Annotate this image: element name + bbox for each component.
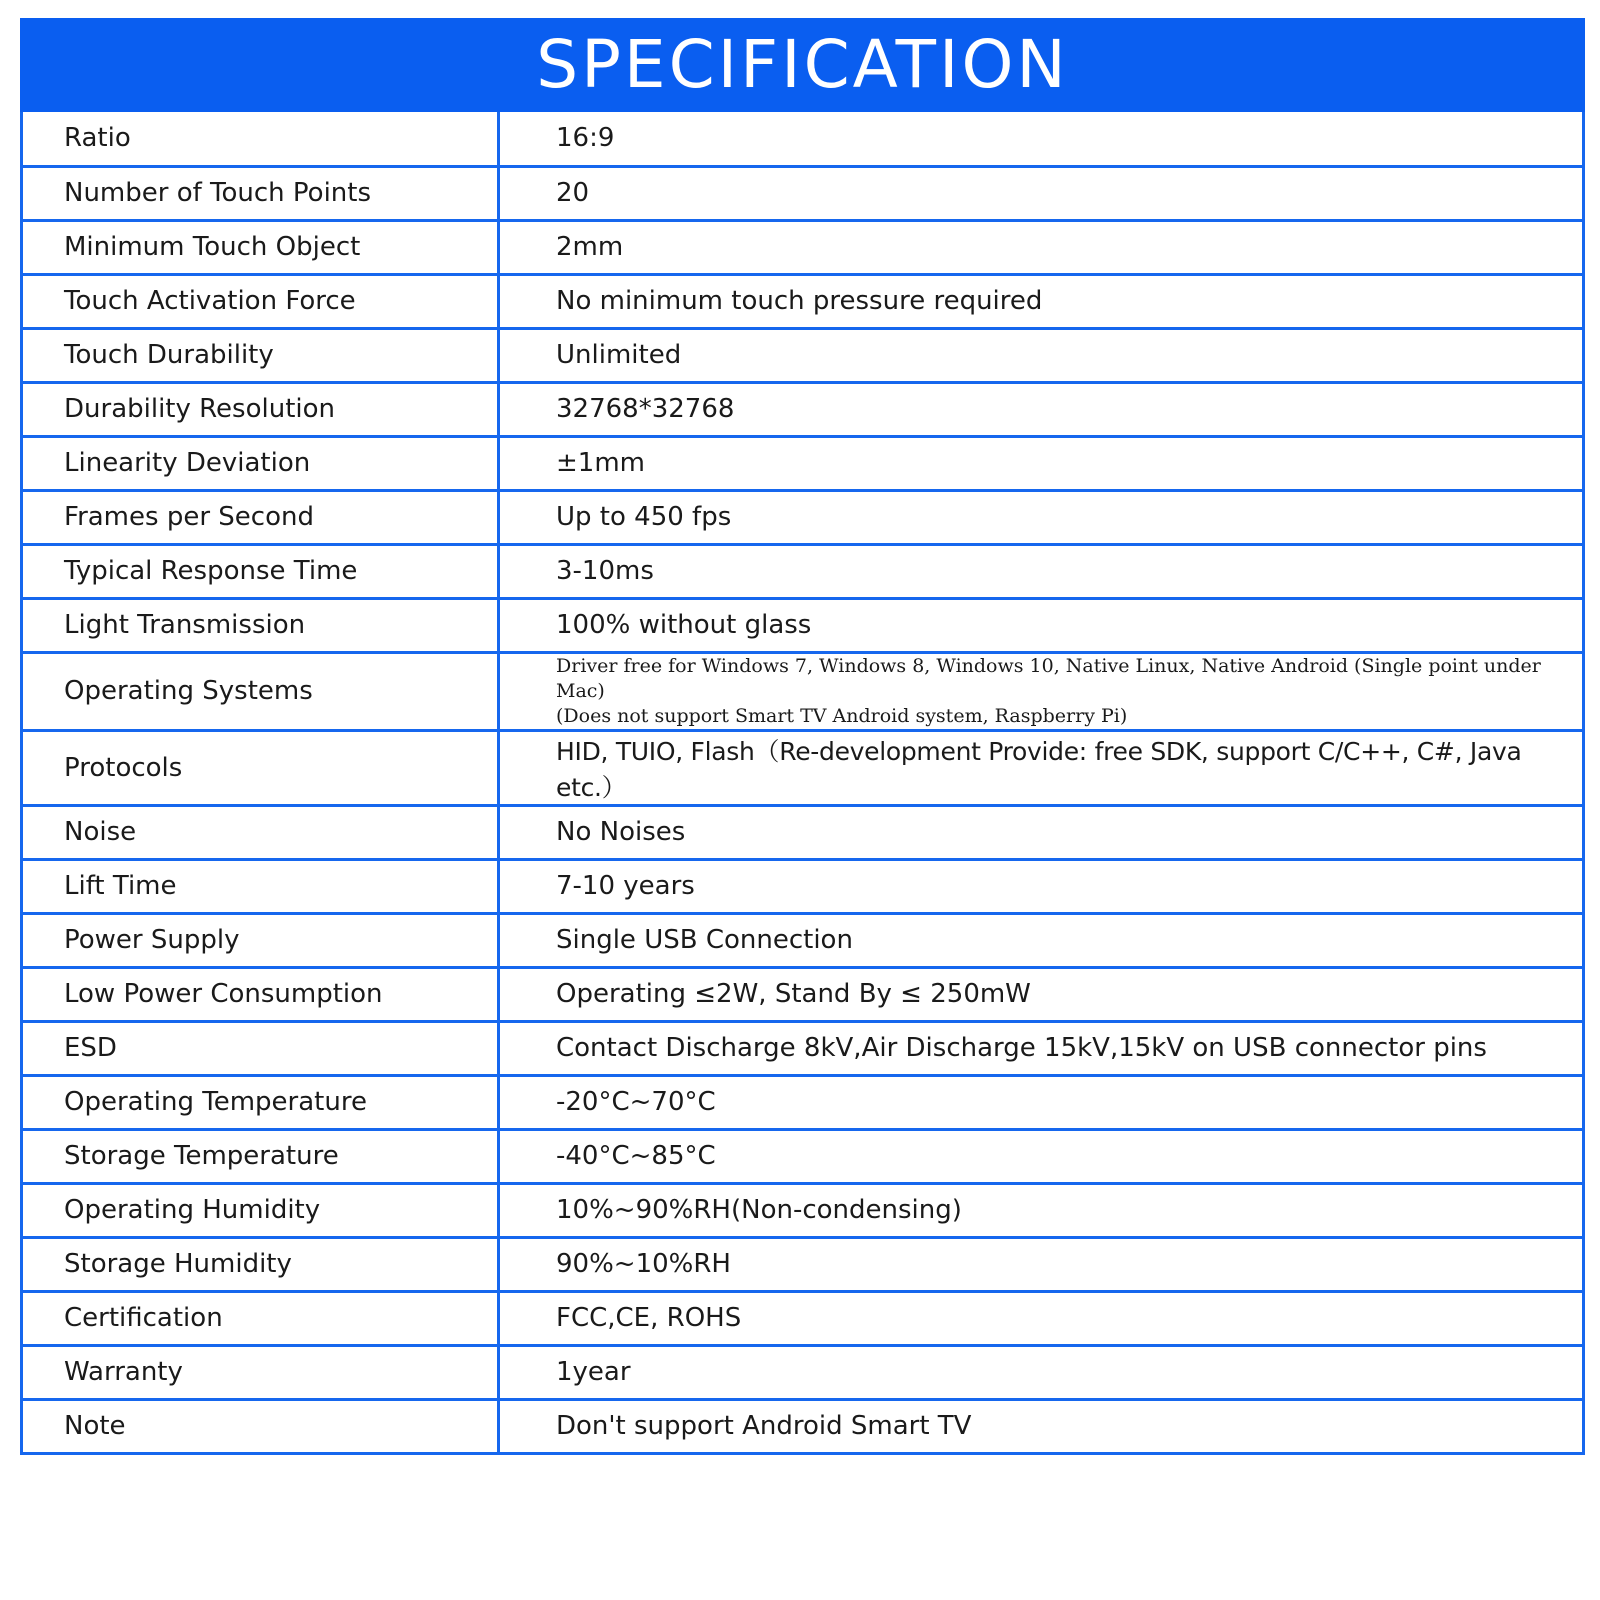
table-row bbox=[22, 544, 1584, 598]
spec-value: 2mm bbox=[499, 220, 1584, 274]
spec-label: Warranty bbox=[22, 1345, 499, 1399]
table-row bbox=[22, 1345, 1584, 1399]
spec-value: -40°C~85°C bbox=[499, 1129, 1584, 1183]
table-row bbox=[22, 220, 1584, 274]
spec-label: Touch Activation Force bbox=[22, 274, 499, 328]
spec-label: Storage Temperature bbox=[22, 1129, 499, 1183]
table-row bbox=[22, 274, 1584, 328]
spec-label: Certification bbox=[22, 1291, 499, 1345]
spec-value: 7-10 years bbox=[499, 859, 1584, 913]
spec-label: Operating Humidity bbox=[22, 1183, 499, 1237]
spec-value: 20 bbox=[499, 166, 1584, 220]
spec-value: Contact Discharge 8kV,Air Discharge 15kV,15kV on USB connector pins bbox=[499, 1021, 1584, 1075]
spec-value: Up to 450 fps bbox=[499, 490, 1584, 544]
spec-label: Lift Time bbox=[22, 859, 499, 913]
spec-value: Don't support Android Smart TV bbox=[499, 1399, 1584, 1453]
spec-label: ESD bbox=[22, 1021, 499, 1075]
spec-value: Single USB Connection bbox=[499, 913, 1584, 967]
spec-value: No minimum touch pressure required bbox=[499, 274, 1584, 328]
spec-label: Power Supply bbox=[22, 913, 499, 967]
spec-label: Note bbox=[22, 1399, 499, 1453]
header-banner bbox=[20, 18, 1585, 112]
table-row bbox=[22, 1183, 1584, 1237]
spec-value: 3-10ms bbox=[499, 544, 1584, 598]
table-row bbox=[22, 382, 1584, 436]
table-row bbox=[22, 1129, 1584, 1183]
spec-label: Low Power Consumption bbox=[22, 967, 499, 1021]
spec-value: 16:9 bbox=[499, 112, 1584, 166]
table-row bbox=[22, 490, 1584, 544]
spec-label: Linearity Deviation bbox=[22, 436, 499, 490]
spec-label: Frames per Second bbox=[22, 490, 499, 544]
table-row bbox=[22, 1399, 1584, 1453]
table-row bbox=[22, 1291, 1584, 1345]
table-row bbox=[22, 730, 1584, 805]
table-row bbox=[22, 166, 1584, 220]
spec-label: Operating Systems bbox=[22, 652, 499, 730]
page-title: SPECIFICATION bbox=[536, 26, 1069, 103]
spec-value: No Noises bbox=[499, 805, 1584, 859]
spec-label: Light Transmission bbox=[22, 598, 499, 652]
spec-value: 10%~90%RH(Non-condensing) bbox=[499, 1183, 1584, 1237]
spec-table bbox=[20, 112, 1585, 1455]
spec-value: 1year bbox=[499, 1345, 1584, 1399]
table-row bbox=[22, 913, 1584, 967]
table-row bbox=[22, 1237, 1584, 1291]
spec-label: Durability Resolution bbox=[22, 382, 499, 436]
spec-value-line-1: Driver free for Windows 7, Windows 8, Windows 10, Native Linux, Native Android (Single point under Mac) bbox=[556, 654, 1541, 702]
spec-value: ±1mm bbox=[499, 436, 1584, 490]
spec-value: FCC,CE, ROHS bbox=[499, 1291, 1584, 1345]
table-row bbox=[22, 805, 1584, 859]
spec-value: 100% without glass bbox=[499, 598, 1584, 652]
spec-value-line-2: (Does not support Smart TV Android system, Raspberry Pi) bbox=[556, 704, 1128, 727]
spec-label: Touch Durability bbox=[22, 328, 499, 382]
spec-label: Number of Touch Points bbox=[22, 166, 499, 220]
spec-sheet bbox=[20, 18, 1585, 1585]
table-row bbox=[22, 598, 1584, 652]
table-row bbox=[22, 967, 1584, 1021]
spec-label: Operating Temperature bbox=[22, 1075, 499, 1129]
table-row bbox=[22, 328, 1584, 382]
spec-value: 32768*32768 bbox=[499, 382, 1584, 436]
spec-value: Unlimited bbox=[499, 328, 1584, 382]
table-row bbox=[22, 1021, 1584, 1075]
spec-label: Protocols bbox=[22, 730, 499, 805]
table-row bbox=[22, 859, 1584, 913]
spec-value: -20°C~70°C bbox=[499, 1075, 1584, 1129]
table-row bbox=[22, 652, 1584, 730]
spec-label: Typical Response Time bbox=[22, 544, 499, 598]
spec-value: Operating ≤2W, Stand By ≤ 250mW bbox=[499, 967, 1584, 1021]
table-row bbox=[22, 112, 1584, 166]
spec-value-multiline bbox=[499, 652, 1584, 730]
spec-label: Noise bbox=[22, 805, 499, 859]
spec-label: Ratio bbox=[22, 112, 499, 166]
spec-value: 90%~10%RH bbox=[499, 1237, 1584, 1291]
spec-value: HID, TUIO, Flash（Re-development Provide: free SDK, support C/C++, C#, Java etc.） bbox=[499, 730, 1584, 805]
spec-label: Minimum Touch Object bbox=[22, 220, 499, 274]
table-row bbox=[22, 436, 1584, 490]
spec-label: Storage Humidity bbox=[22, 1237, 499, 1291]
table-row bbox=[22, 1075, 1584, 1129]
